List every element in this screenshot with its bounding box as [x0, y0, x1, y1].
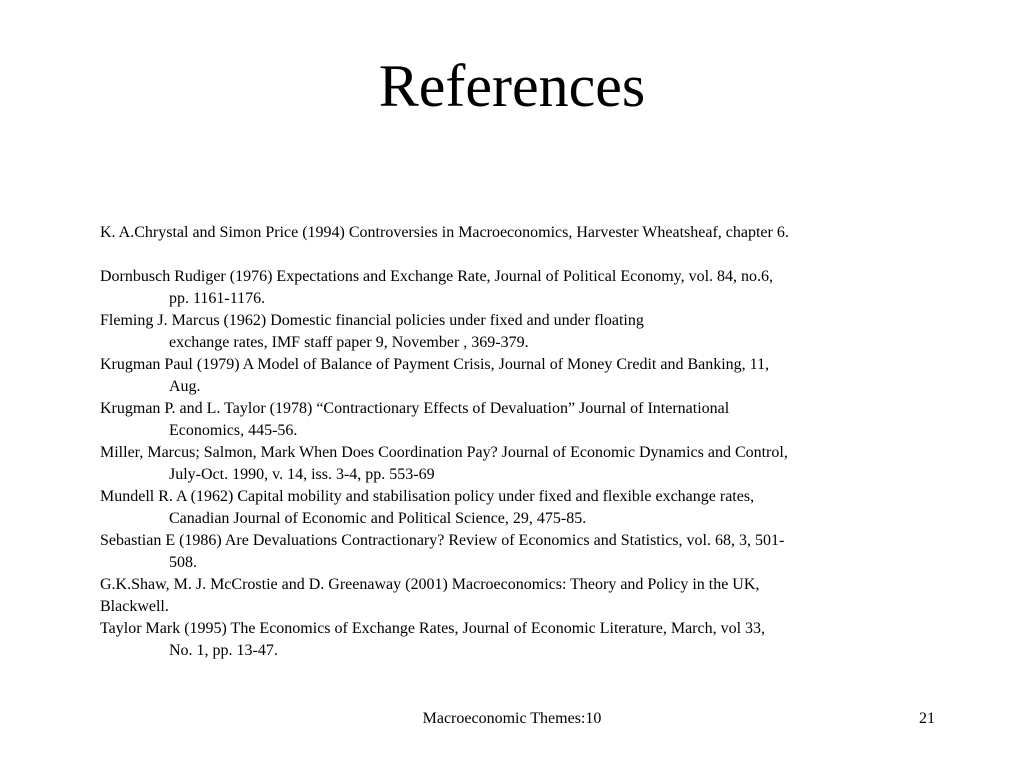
reference-item: [100, 574, 940, 618]
reference-item: [100, 354, 940, 398]
reference-line: Sebastian E (1986) Are Devaluations Contractionary? Review of Economics and Statistics, vol. 68, 3, 501-: [100, 532, 785, 549]
reference-item: [100, 486, 940, 530]
reference-line-continuation: Canadian Journal of Economic and Political Science, 29, 475-85.: [169, 510, 587, 527]
reference-line-continuation: July-Oct. 1990, v. 14, iss. 3-4, pp. 553-69: [169, 466, 435, 483]
reference-line: G.K.Shaw, M. J. McCrostie and D. Greenaway (2001) Macroeconomics: Theory and Policy in the UK,: [100, 576, 760, 593]
reference-line: Miller, Marcus; Salmon, Mark When Does Coordination Pay? Journal of Economic Dynamics and Control,: [100, 444, 788, 461]
reference-line: Krugman P. and L. Taylor (1978) “Contractionary Effects of Devaluation” Journal of International: [100, 400, 730, 417]
reference-line-continuation: 508.: [169, 554, 197, 571]
reference-line: Fleming J. Marcus (1962) Domestic financial policies under fixed and under floating: [100, 312, 644, 329]
reference-line-continuation: Blackwell.: [100, 598, 169, 615]
page-number: 21: [919, 710, 935, 727]
reference-list: [100, 222, 940, 662]
reference-item: [100, 530, 940, 574]
reference-line: Taylor Mark (1995) The Economics of Exchange Rates, Journal of Economic Literature, March, vol 33,: [100, 620, 766, 637]
reference-line: Dornbusch Rudiger (1976) Expectations and Exchange Rate, Journal of Political Economy, vol. 84, no.6,: [100, 268, 774, 285]
reference-line: Mundell R. A (1962) Capital mobility and stabilisation policy under fixed and flexible exchange rates,: [100, 488, 755, 505]
reference-line: Krugman Paul (1979) A Model of Balance of Payment Crisis, Journal of Money Credit and Banking, 11,: [100, 356, 770, 373]
footer-label: Macroeconomic Themes:10: [422, 710, 602, 727]
reference-item: [100, 618, 940, 662]
reference-line-continuation: No. 1, pp. 13-47.: [169, 642, 278, 659]
reference-line-continuation: pp. 1161-1176.: [169, 290, 266, 307]
reference-line-continuation: exchange rates, IMF staff paper 9, November , 369-379.: [169, 334, 529, 351]
reference-item: [100, 310, 940, 354]
reference-line-continuation: Economics, 445-56.: [169, 422, 298, 439]
reference-line-continuation: Aug.: [169, 378, 201, 395]
reference-line: K. A.Chrystal and Simon Price (1994) Controversies in Macroeconomics, Harvester Wheatsheaf, chapter 6.: [100, 224, 789, 241]
spacer: [100, 244, 940, 266]
reference-item: [100, 442, 940, 486]
reference-item: [100, 398, 940, 442]
reference-item: [100, 222, 940, 244]
slide-title: References: [378, 53, 646, 119]
reference-item: [100, 266, 940, 310]
